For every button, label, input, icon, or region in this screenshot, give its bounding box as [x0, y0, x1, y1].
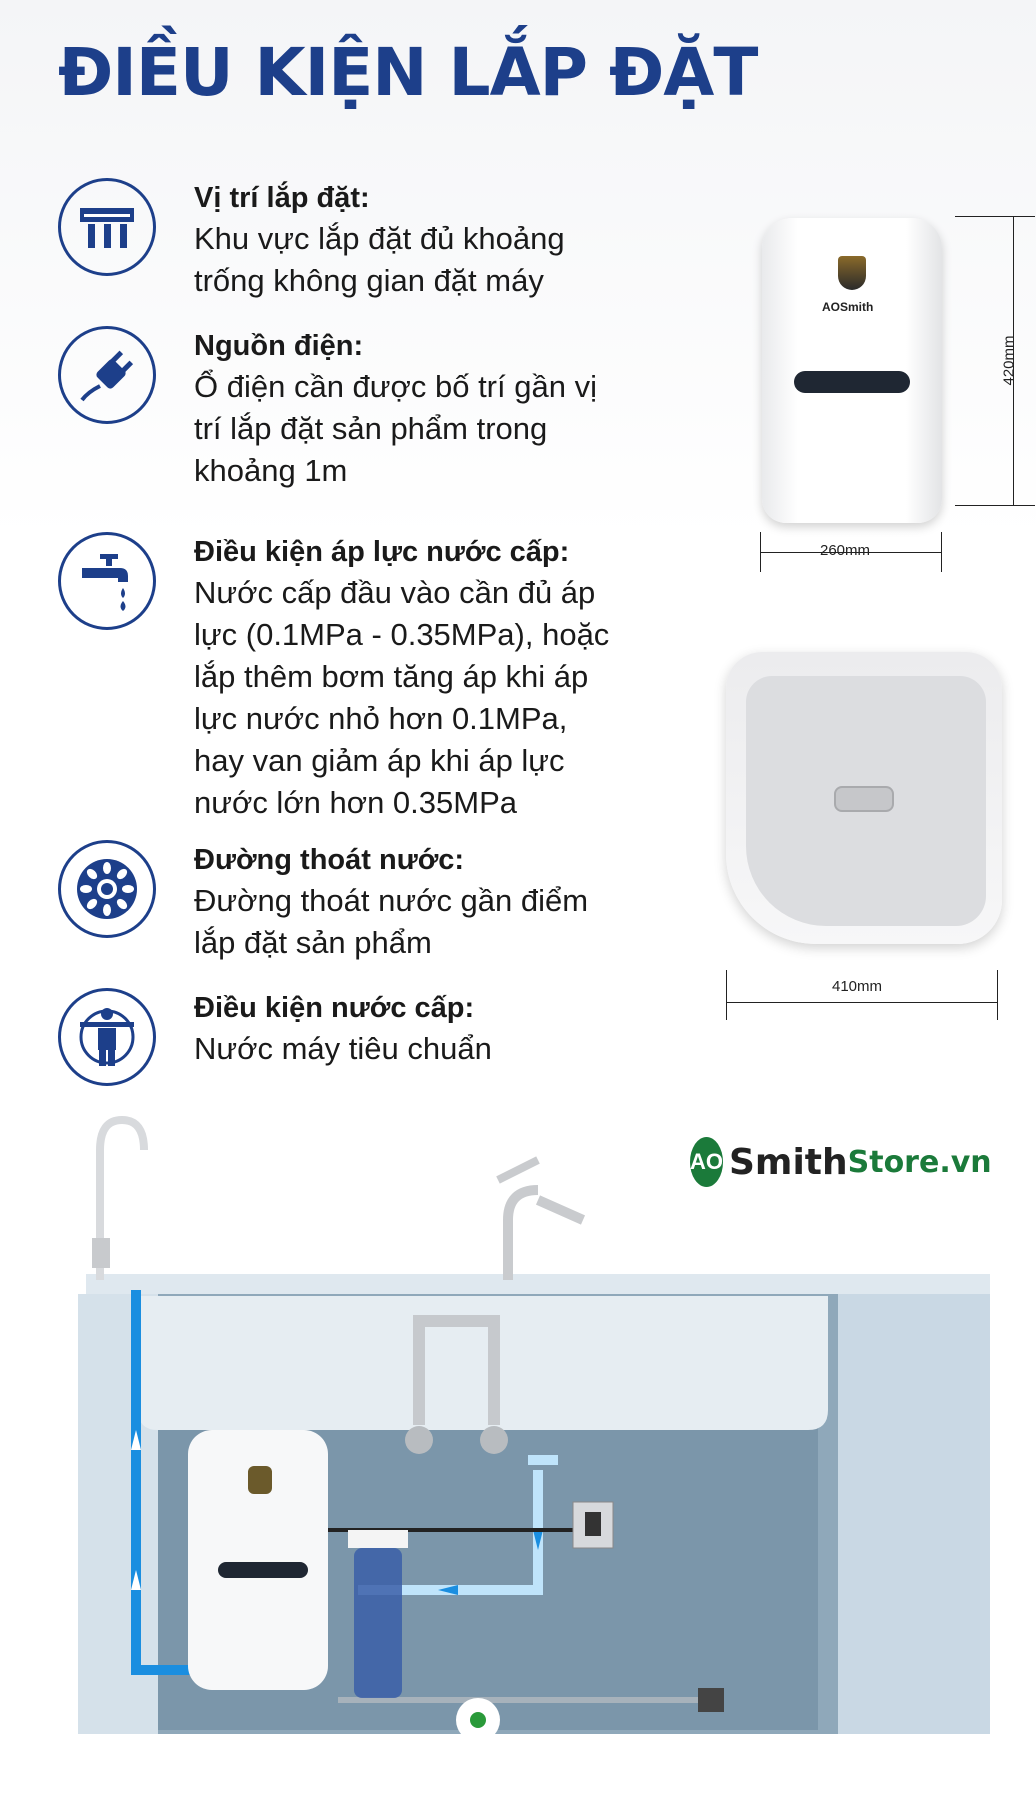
condition-heading: Vị trí lắp đặt:: [194, 182, 370, 214]
under-sink-badge: [248, 1466, 272, 1494]
drain-pipe-left: [413, 1315, 425, 1425]
condition-drain: [58, 840, 620, 970]
power-plug-icon: [58, 326, 156, 424]
height-dimension-label: 420mm: [1000, 335, 1018, 386]
depth-dimension-line: [726, 1002, 998, 1003]
condition-installation-position: [58, 178, 620, 308]
page-title: ĐIỀU KIỆN LẮP ĐẶT: [58, 34, 758, 111]
drain-saddle: [698, 1688, 724, 1712]
sink-faucet: [508, 1190, 538, 1280]
condition-text-line: lực nước nhỏ hơn 0.1MPa,: [194, 701, 568, 736]
condition-water-pressure: [58, 532, 620, 822]
dimension-line-top: [955, 216, 1035, 217]
countertop: [86, 1274, 990, 1294]
front-width-tick-right: [941, 532, 942, 572]
control-panel: [794, 371, 910, 393]
condition-power: [58, 326, 620, 496]
condition-text-line: Đường thoát nước gần điểm: [194, 883, 589, 918]
condition-text-line: Ổ điện cần được bố trí gần vị: [194, 369, 597, 404]
condition-heading: Điều kiện áp lực nước cấp:: [194, 536, 570, 568]
power-plug: [585, 1512, 601, 1536]
purifier-front-image: [762, 218, 942, 523]
under-sink-control-panel: [218, 1562, 308, 1578]
faucet-handle: [498, 1160, 538, 1180]
purifier-side-image: [726, 652, 1002, 944]
drain-pipe-top: [413, 1315, 500, 1327]
brand-store-text: Store.vn: [847, 1144, 992, 1180]
front-width-tick-left: [760, 532, 761, 572]
cabinet-side-panel: [838, 1294, 990, 1734]
condition-text-line: nước lớn hơn 0.35MPa: [194, 785, 518, 820]
drain-trap-right: [480, 1426, 508, 1454]
dimension-line-bottom: [955, 505, 1035, 506]
condition-water-supply: [58, 988, 620, 1088]
condition-text-line: hay van giảm áp khi áp lực: [194, 743, 565, 778]
water-tap-icon: [58, 532, 156, 630]
condition-text-line: Nước máy tiêu chuẩn: [194, 1031, 492, 1066]
device-brand-label: AOSmith: [822, 300, 874, 314]
brand-ao-mark: AO: [690, 1137, 723, 1187]
prefilter-cap: [348, 1530, 408, 1548]
condition-text-line: Nước cấp đầu vào cần đủ áp: [194, 575, 596, 610]
condition-heading: Điều kiện nước cấp:: [194, 992, 475, 1024]
certification-badge: [838, 256, 866, 290]
condition-text-line: khoảng 1m: [194, 453, 348, 488]
condition-text-line: trống không gian đặt máy: [194, 263, 544, 298]
condition-text-line: Khu vực lắp đặt đủ khoảng: [194, 221, 565, 256]
water-supply-icon: [58, 988, 156, 1086]
drain-trap-left: [405, 1426, 433, 1454]
side-handle: [834, 786, 894, 812]
installation-diagram: [58, 1110, 998, 1750]
front-width-dimension-label: 260mm: [820, 542, 871, 559]
condition-text-line: lắp đặt sản phẩm: [194, 925, 432, 960]
prefilter-housing: [354, 1548, 402, 1698]
faucet-spout: [538, 1200, 583, 1220]
condition-heading: Đường thoát nước:: [194, 844, 465, 876]
depth-dimension-label: 410mm: [832, 978, 883, 995]
condition-text-line: lực (0.1MPa - 0.35MPa), hoặc: [194, 617, 610, 652]
condition-text-line: lắp thêm bơm tăng áp khi áp: [194, 659, 589, 694]
depth-tick-left: [726, 970, 727, 1020]
drain-pipe-right: [488, 1315, 500, 1425]
condition-heading: Nguồn điện:: [194, 330, 364, 362]
ro-faucet-base: [92, 1238, 110, 1268]
condition-text-line: trí lắp đặt sản phẩm trong: [194, 411, 548, 446]
installation-position-icon: [58, 178, 156, 276]
depth-tick-right: [997, 970, 998, 1020]
brand-logo: [690, 1132, 990, 1192]
brand-smith-text: Smith: [729, 1141, 848, 1183]
drain-icon: [58, 840, 156, 938]
